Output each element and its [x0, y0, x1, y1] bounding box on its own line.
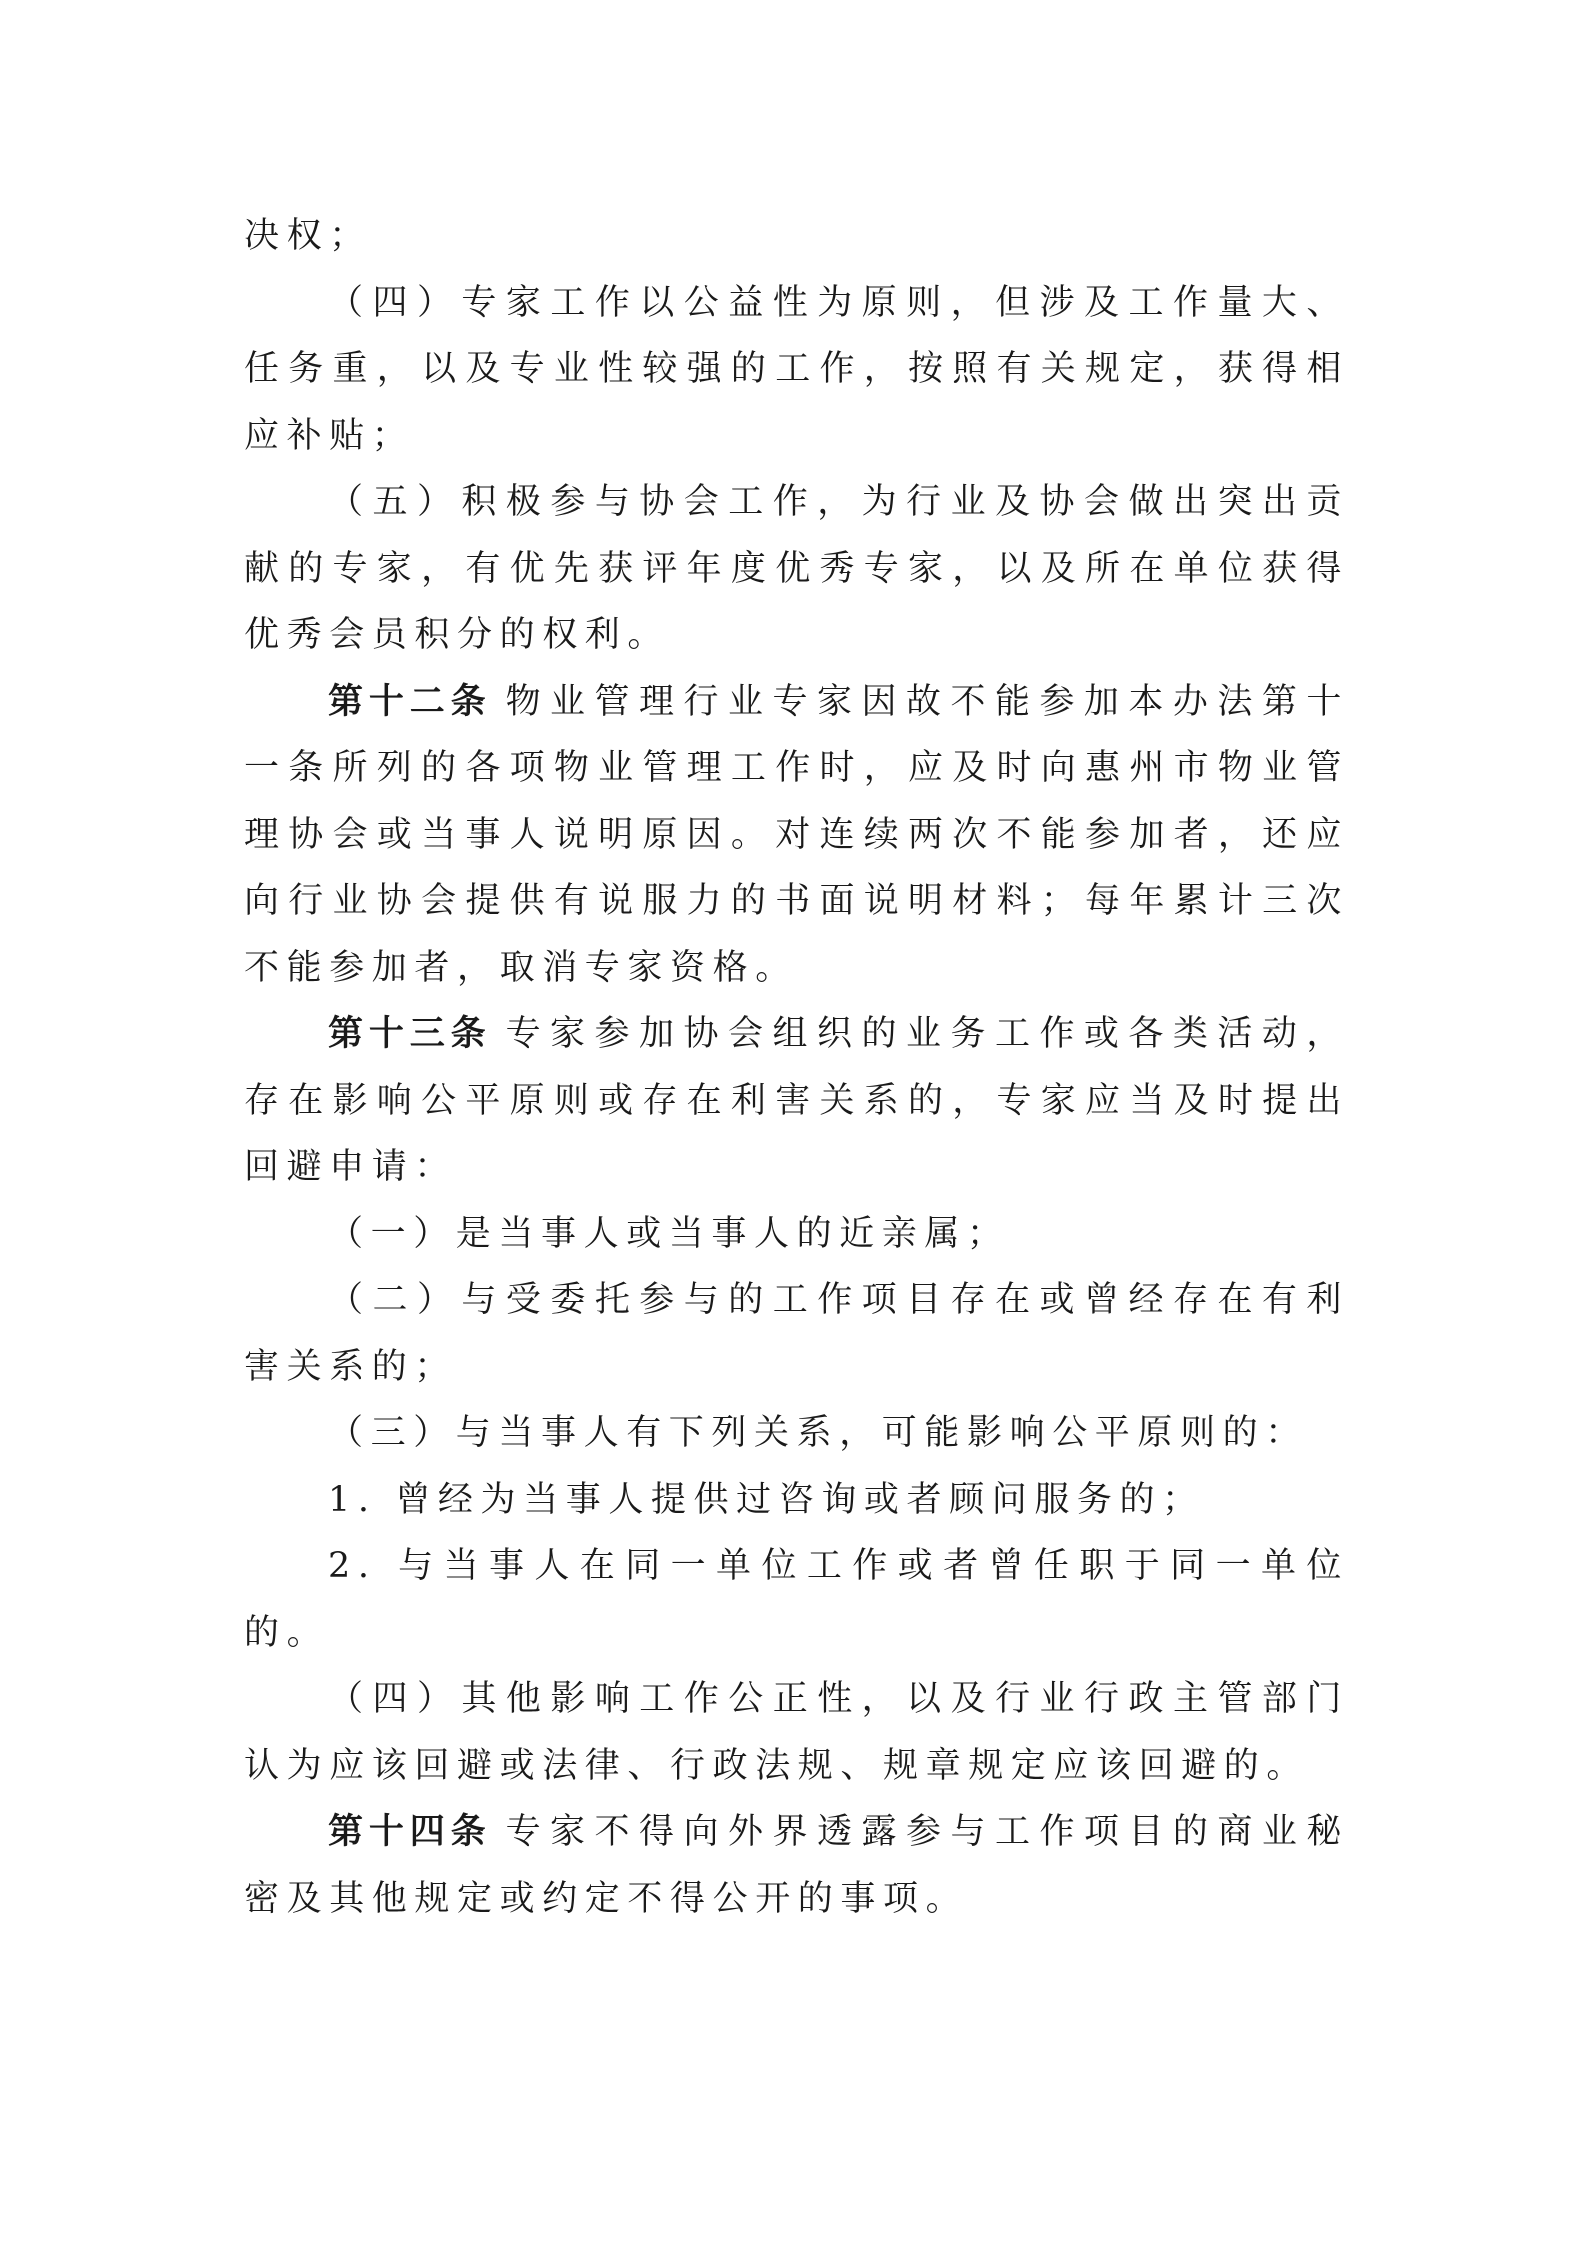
paragraph-text: 专家不得向外界透露参与工作项目的商业秘密及其他规定或约定不得公开的事项。 — [244, 1812, 1349, 1919]
article-12 — [244, 669, 1349, 1002]
paragraph-10 — [244, 1533, 1349, 1666]
article-heading: 第十二条 — [328, 681, 492, 722]
paragraph-text: （四）其他影响工作公正性，以及行业行政主管部门认为应该回避或法律、行政法规、规章规定应该回避的。 — [244, 1679, 1349, 1786]
paragraph-3 — [244, 469, 1349, 669]
paragraph-8 — [244, 1400, 1349, 1467]
paragraph-text: （四）专家工作以公益性为原则，但涉及工作量大、任务重，以及专业性较强的工作，按照有关规定，获得相应补贴； — [244, 282, 1349, 456]
paragraph-text: 决权； — [244, 216, 372, 256]
paragraph-text: （二）与受委托参与的工作项目存在或曾经存在有利害关系的； — [244, 1280, 1349, 1387]
paragraph-11 — [244, 1666, 1349, 1799]
paragraph-text: （一）是当事人或当事人的近亲属； — [328, 1213, 1010, 1254]
paragraph-text: （三）与当事人有下列关系，可能影响公平原则的： — [328, 1413, 1308, 1453]
paragraph-7 — [244, 1267, 1349, 1400]
paragraph-1 — [244, 203, 1349, 270]
document-body — [244, 203, 1349, 1932]
paragraph-text: 1. 曾经为当事人提供过咨询或者顾问服务的； — [328, 1479, 1205, 1520]
paragraph-9 — [244, 1467, 1349, 1534]
paragraph-text: 物业管理行业专家因故不能参加本办法第十一条所列的各项物业管理工作时，应及时向惠州市物业管理协会或当事人说明原因。对连续两次不能参加者，还应向行业协会提供有说服力的书面说明材料；每年累计三次不能参加者，取消专家资格。 — [244, 681, 1349, 988]
article-heading: 第十三条 — [328, 1014, 492, 1054]
paragraph-6 — [244, 1201, 1349, 1268]
paragraph-2 — [244, 270, 1349, 470]
paragraph-text: 2. 与当事人在同一单位工作或者曾任职于同一单位的。 — [244, 1546, 1349, 1653]
paragraph-text: 专家参加协会组织的业务工作或各类活动，存在影响公平原则或存在利害关系的，专家应当及时提出回避申请： — [244, 1014, 1349, 1187]
article-13 — [244, 1001, 1349, 1201]
article-heading: 第十四条 — [328, 1812, 492, 1852]
article-14 — [244, 1799, 1349, 1932]
paragraph-text: （五）积极参与协会工作，为行业及协会做出突出贡献的专家，有优先获评年度优秀专家，以及所在单位获得优秀会员积分的权利。 — [244, 482, 1349, 655]
